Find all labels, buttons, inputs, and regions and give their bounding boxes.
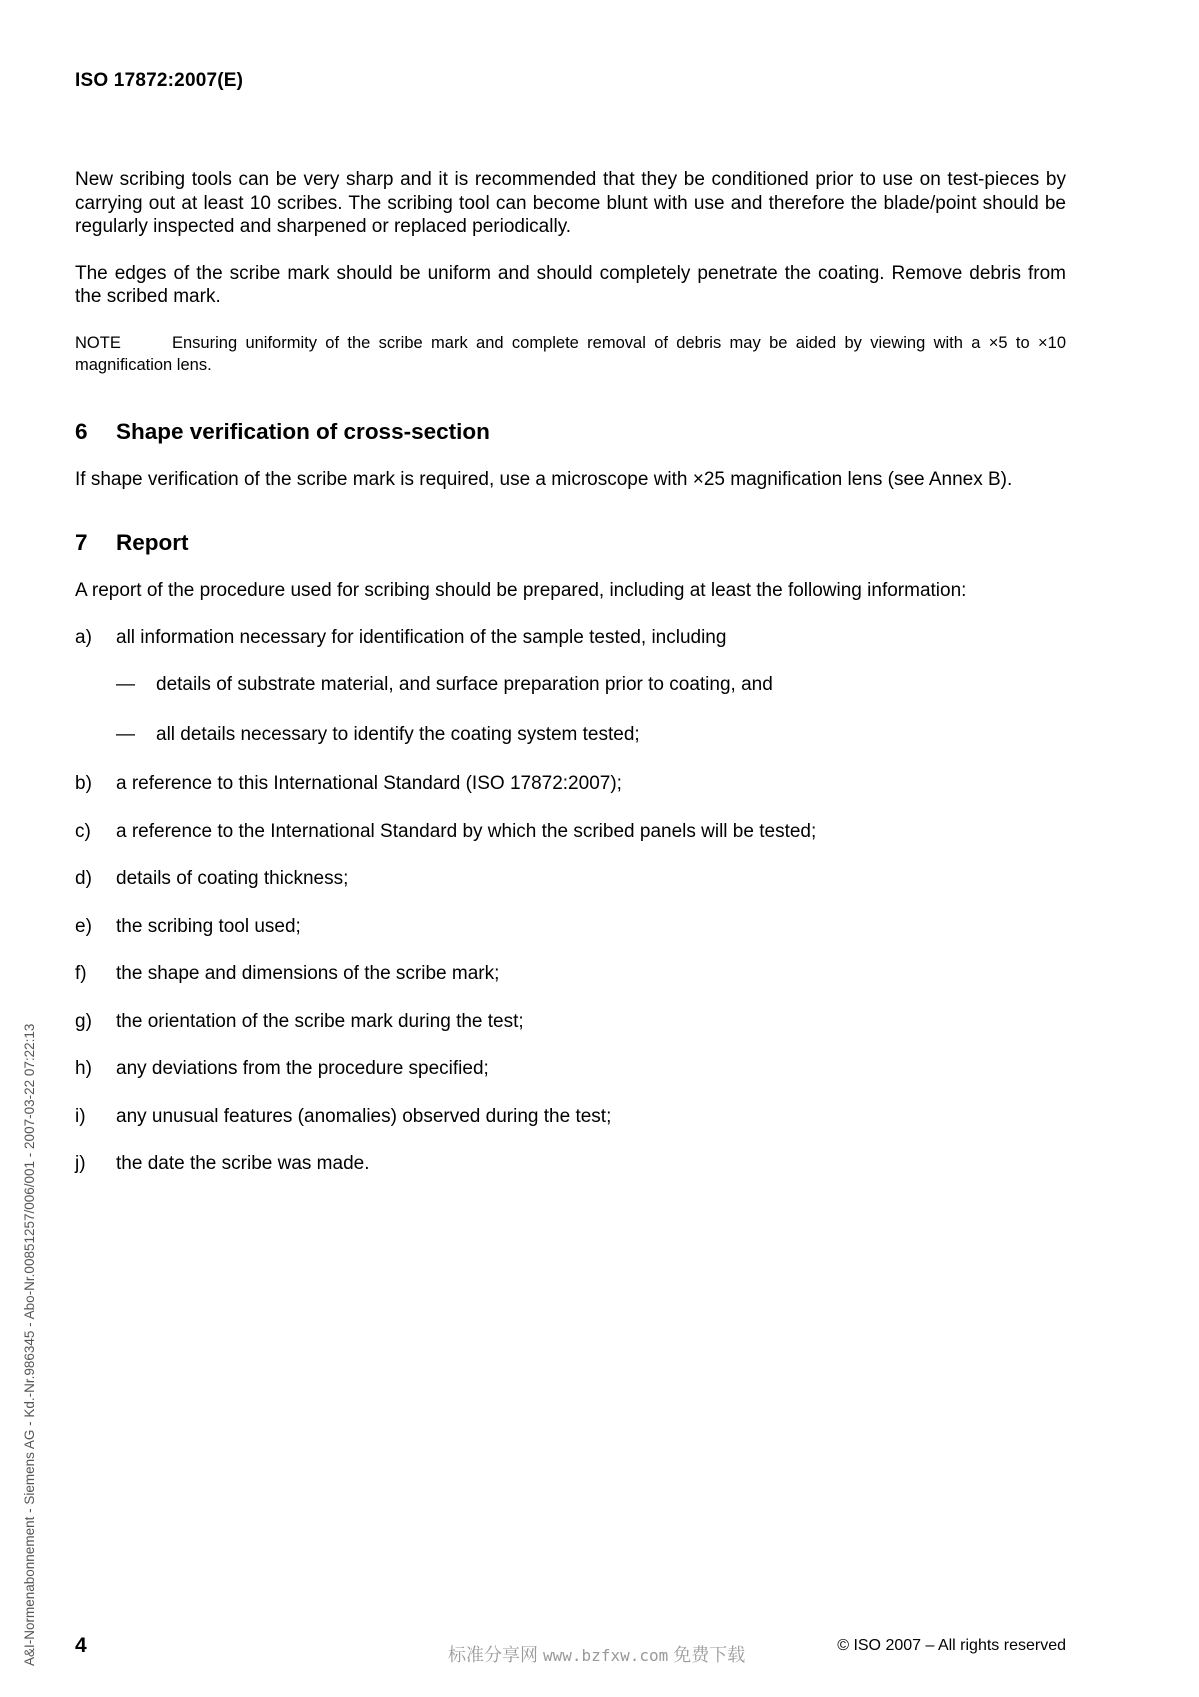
section-6-text: If shape verification of the scribe mark is required, use a microscope with ×25 magnification lens (see Annex B).	[75, 469, 1013, 490]
list-item-h	[75, 1057, 1066, 1081]
list-letter: e)	[75, 915, 92, 937]
list-text: any unusual features (anomalies) observed during the test;	[116, 1105, 612, 1127]
watermark-url: www.bzfxw.com	[543, 1646, 669, 1665]
list-letter: h)	[75, 1058, 92, 1079]
page-content	[75, 168, 1066, 1200]
list-letter: b)	[75, 773, 92, 794]
note-label: NOTE	[75, 333, 121, 352]
list-text: all information necessary for identification of the sample tested, including	[116, 626, 727, 648]
dash-glyph: —	[116, 674, 135, 695]
section-7-intro: A report of the procedure used for scribing should be prepared, including at least the following information:	[75, 580, 967, 601]
list-letter: a)	[75, 626, 92, 648]
site-watermark	[448, 1641, 745, 1667]
list-text: details of coating thickness;	[116, 868, 349, 889]
list-item-b	[75, 772, 1066, 796]
list-item-g	[75, 1010, 1066, 1034]
section-7-title: Report	[116, 529, 189, 555]
list-text: the scribing tool used;	[116, 915, 301, 937]
list-text: the date the scribe was made.	[116, 1153, 370, 1174]
list-letter: i)	[75, 1105, 86, 1127]
document-header: ISO 17872:2007(E)	[75, 70, 244, 91]
list-item-d	[75, 867, 1066, 891]
list-text: the shape and dimensions of the scribe mark;	[116, 963, 500, 984]
watermark-cn-left: 标准分享网	[448, 1645, 538, 1665]
list-text: any deviations from the procedure specified;	[116, 1058, 489, 1079]
license-watermark: A&I-Normenabonnement - Siemens AG - Kd.-Nr.986345 - Abo-Nr.00851257/006/001 - 2007-03-22 07:22:13	[22, 1023, 37, 1666]
section-6-title: Shape verification of cross-section	[116, 418, 490, 444]
list-text: a reference to this International Standard (ISO 17872:2007);	[116, 773, 622, 794]
note-text: Ensuring uniformity of the scribe mark and complete removal of debris may be aided by viewing with a ×5 to ×10 magnification lens.	[75, 333, 1066, 374]
list-subitem-substrate	[116, 673, 1066, 697]
list-letter: c)	[75, 820, 91, 842]
list-item-e	[75, 915, 1066, 939]
list-item-a	[75, 626, 1066, 650]
list-text: a reference to the International Standard by which the scribed panels will be tested;	[116, 820, 817, 842]
paragraph-scribe-edges: The edges of the scribe mark should be uniform and should completely penetrate the coating. Remove debris from the scribed mark.	[75, 262, 1066, 307]
list-item-i	[75, 1105, 1066, 1129]
list-item-c	[75, 820, 1066, 844]
list-item-f	[75, 962, 1066, 986]
section-6-number: 6	[75, 418, 88, 444]
subitem-text: all details necessary to identify the coating system tested;	[156, 723, 640, 745]
section-7-heading	[75, 531, 1066, 555]
subitem-text: details of substrate material, and surface preparation prior to coating, and	[156, 674, 773, 695]
dash-glyph: —	[116, 723, 135, 745]
paragraph-scribing-tools: New scribing tools can be very sharp and it is recommended that they be conditioned prior to use on test-pieces by carrying out at least 10 scribes. The scribing tool can become blunt with use and therefore the blade/point should be regularly inspected and sharpened or replaced periodically.	[75, 169, 1066, 237]
list-subitem-coating-system	[116, 723, 1066, 747]
section-7-number: 7	[75, 529, 88, 555]
list-letter: f)	[75, 963, 87, 984]
list-text: the orientation of the scribe mark during the test;	[116, 1010, 524, 1032]
note	[75, 332, 1066, 376]
list-letter: j)	[75, 1153, 86, 1174]
section-6-heading	[75, 420, 1066, 444]
watermark-cn-right: 免费下载	[673, 1645, 746, 1665]
copyright-notice: © ISO 2007 – All rights reserved	[837, 1637, 1066, 1654]
page-number: 4	[75, 1634, 87, 1657]
list-item-j	[75, 1152, 1066, 1176]
list-letter: d)	[75, 868, 92, 889]
list-letter: g)	[75, 1010, 92, 1032]
